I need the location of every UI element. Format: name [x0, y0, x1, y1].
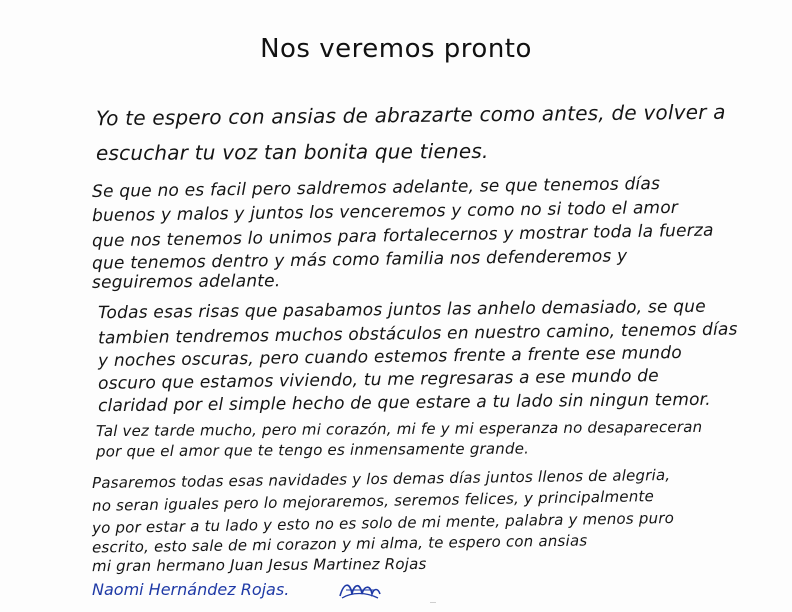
paragraph-3-line-3: y noches oscuras, pero cuando estemos frente a frente ese mundo [97, 342, 683, 372]
paragraph-4-line-1: Tal vez tarde mucho, pero mi corazón, mi fe y mi esperanza no desapareceran [95, 417, 703, 441]
paragraph-2-line-3: que nos tenemos lo unimos para fortalecernos y mostrar toda la fuerza [91, 220, 714, 252]
paragraph-5-line-4: escrito, esto sale de mi corazon y mi alma, te espero con ansias [91, 531, 588, 557]
signature: Naomi Hernández Rojas. [92, 580, 290, 599]
paper-mark [430, 602, 436, 607]
paragraph-5-line-2: no seran iguales pero lo mejoraremos, seremos felices, y principalmente [91, 487, 655, 515]
paragraph-3-line-5: claridad por el simple hecho de que estare a tu lado sin ningun temor. [97, 389, 711, 417]
paragraph-2-line-1: Se que no es facil pero saldremos adelante, se que tenemos días [91, 174, 661, 202]
paragraph-1-line-1: Yo te espero con ansias de abrazarte como antes, de volver a [95, 99, 726, 131]
paragraph-2-line-2: buenos y malos y juntos los venceremos y como no si todo el amor [91, 197, 679, 227]
paragraph-5-line-3: yo por estar a tu lado y esto no es solo de mi mente, palabra y menos puro [91, 508, 675, 538]
paragraph-3-line-4: oscuro que estamos viviendo, tu me regresaras a ese mundo de [97, 366, 659, 394]
paragraph-5-line-5: mi gran hermano Juan Jesus Martinez Rojas [91, 554, 427, 576]
letter-title: Nos veremos pronto [260, 34, 532, 64]
paragraph-2-line-4: que tenemos dentro y más como familia nos defenderemos y [91, 246, 628, 274]
paragraph-2-line-5: seguiremos adelante. [91, 271, 281, 293]
paragraph-4-line-2: por que el amor que te tengo es inmensamente grande. [95, 439, 530, 461]
scribble-mark-icon [336, 576, 384, 604]
paragraph-1-line-2: escuchar tu voz tan bonita que tienes. [95, 138, 489, 166]
paragraph-3-line-1: Todas esas risas que pasabamos juntos las anhelo demasiado, se que [97, 296, 706, 324]
paragraph-3-line-2: tambien tendremos muchos obstáculos en nuestro camino, tenemos días [97, 319, 738, 349]
paragraph-5-line-1: Pasaremos todas esas navidades y los demas días juntos llenos de alegria, [91, 465, 671, 493]
